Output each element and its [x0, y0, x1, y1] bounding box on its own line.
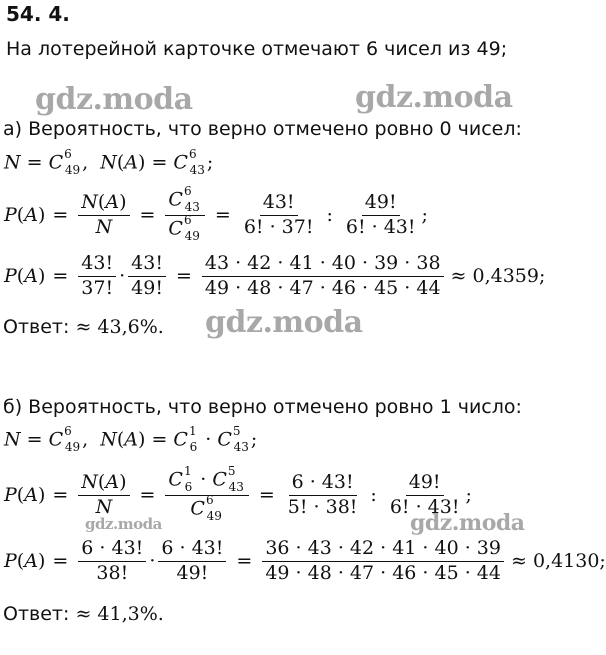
problem-statement: На лотерейной карточке отмечают 6 чисел из 49;: [6, 38, 508, 60]
watermark-logo: gdz.moda: [355, 80, 513, 115]
part-a-answer: Ответ: ≈ 43,6%.: [3, 316, 164, 338]
part-a-header: а) Вероятность, что верно отмечено ровно 0 чисел:: [3, 118, 522, 140]
part-b-probability-formula: P ( A ) = $\frac{N(A)}{N}$ = $\frac{C^1_6 \cdot C^5_{43}}{C^6_{49}}$ = $\frac{6 \cdot 43!}{5! \cdot 38!}$ : $\frac{49!}{6! \cdot 43!}$ ;: [4, 464, 472, 524]
problem-number: 54. 4.: [6, 2, 70, 26]
watermark-logo: gdz.moda: [85, 515, 162, 533]
part-b-answer: Ответ: ≈ 41,3%.: [3, 603, 164, 625]
part-a-probability-formula: P ( A ) = $\frac{N(A)}{N}$ = $\frac{C^6_{43}}{C^6_{49}}$ = $\frac{43!}{6! \cdot 37!}$ : $\frac{49!}{6! \cdot 43!}$ ;: [4, 184, 428, 244]
part-a-computation: P ( A ) = $\frac{43!}{37!}$ · $\frac{43!}{49!}$ = $\frac{43 \cdot 42 \cdot 41 \cdot 40 \cdot 39 \cdot 38}{49 \cdot 48 \cdot 47 \cdot 46 \cdot 45 \cdot 44}$ ≈ 0,4359;: [4, 252, 546, 299]
part-b-computation: P ( A ) = $\frac{6 \cdot 43!}{38!}$ · $\frac{6 \cdot 43!}{49!}$ = $\frac{36 \cdot 43 \cdot 42 \cdot 41 \cdot 40 \cdot 39}{49 \cdot 48 \cdot 47 \cdot 46 \cdot 45 \cdot 44}$ ≈ 0,4130;: [4, 537, 606, 584]
part-b-header: б) Вероятность, что верно отмечено ровно 1 число:: [3, 396, 522, 418]
watermark-logo: gdz.moda: [410, 510, 525, 536]
part-b-definitions: $N = C^6_{49}$ , $N(A) = C^1_6 \cdot C^5_{43}$ ;: [4, 424, 258, 455]
watermark-logo: gdz.moda: [35, 82, 193, 117]
part-a-definitions: $N = C^6_{49}$ , $N(A) = C^6_{43}$ ;: [4, 147, 214, 178]
watermark-logo: gdz.moda: [205, 305, 363, 340]
